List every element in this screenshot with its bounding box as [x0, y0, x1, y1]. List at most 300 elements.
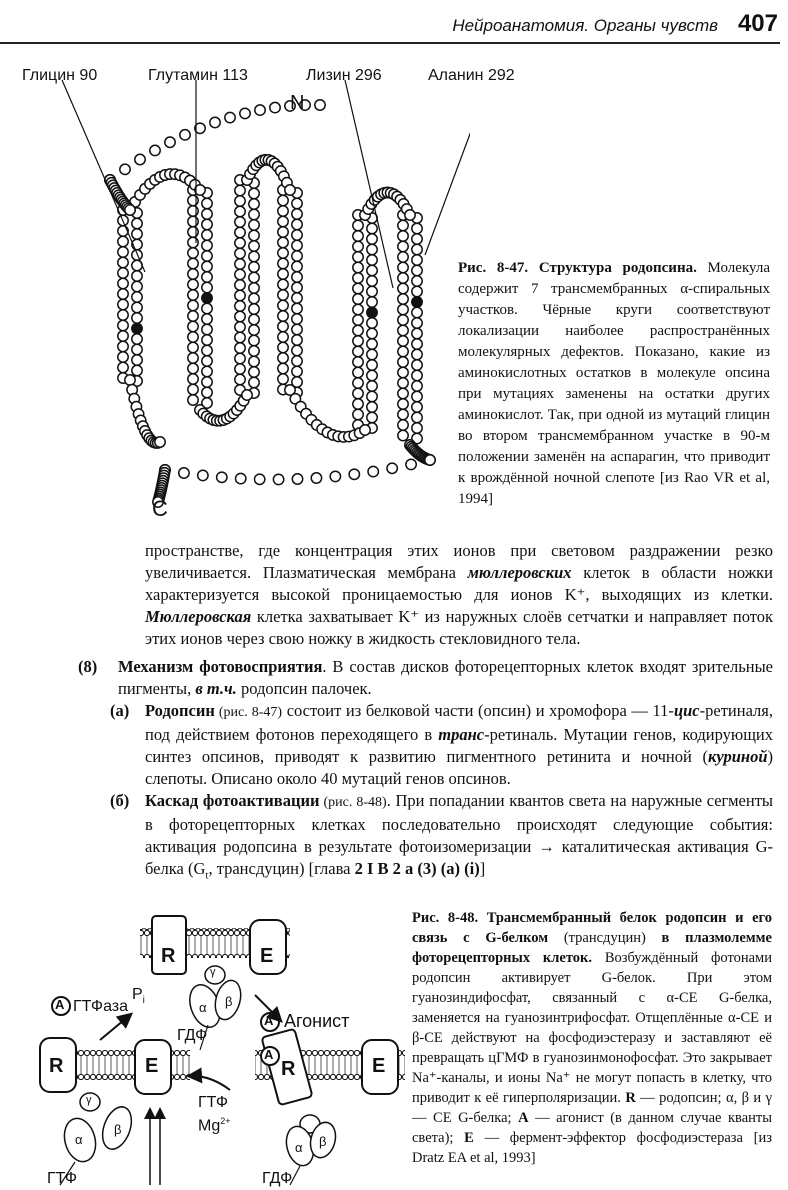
amino-acid-bead — [202, 209, 212, 219]
mutation-site-bead — [412, 297, 422, 307]
gamma-top-label: γ — [210, 966, 216, 978]
amino-acid-bead — [292, 282, 302, 292]
amino-acid-bead — [292, 240, 302, 250]
amino-acid-bead — [135, 154, 145, 164]
item-number: (а) — [110, 701, 130, 720]
amino-acid-bead — [398, 304, 408, 314]
amino-acid-bead — [412, 286, 422, 296]
agonist-a-right: A — [264, 1013, 274, 1028]
amino-acid-bead — [278, 300, 288, 310]
amino-acid-bead — [249, 367, 259, 377]
amino-acid-bead — [249, 356, 259, 366]
item-heading: Механизм фотовосприятия — [118, 657, 323, 676]
amino-acid-bead — [132, 302, 142, 312]
amino-acid-bead — [398, 388, 408, 398]
item-a-rhodopsin — [110, 700, 773, 790]
text-run: клетка захватывает K⁺ из наружных слоёв сетчатки и направляет поток этих ионов через свою ножку в жидкость стекловидного тела. — [145, 607, 773, 648]
amino-acid-bead — [188, 353, 198, 363]
amino-acid-bead — [188, 206, 198, 216]
amino-acid-bead — [235, 185, 245, 195]
amino-acid-bead — [398, 231, 408, 241]
amino-acid-bead — [225, 112, 235, 122]
amino-acid-bead — [292, 293, 302, 303]
amino-acid-bead — [406, 459, 416, 469]
amino-acid-bead — [180, 130, 190, 140]
amino-acid-bead — [412, 223, 422, 233]
amino-acid-bead — [398, 273, 408, 283]
amino-acid-bead — [118, 236, 128, 246]
mutation-site-bead — [132, 323, 142, 333]
amino-acid-bead — [202, 303, 212, 313]
amino-acid-bead — [398, 220, 408, 230]
n-terminus-label: N — [290, 92, 305, 114]
amino-acid-bead — [118, 362, 128, 372]
amino-acid-bead — [188, 216, 198, 226]
amino-acid-bead — [398, 241, 408, 251]
amino-acid-bead — [292, 251, 302, 261]
figure-ref: (рис. 8-47) — [214, 705, 283, 720]
amino-acid-bead — [202, 356, 212, 366]
amino-acid-bead — [412, 318, 422, 328]
amino-acid-bead — [387, 463, 397, 473]
amino-acid-bead — [360, 425, 370, 435]
amino-acid-bead — [125, 205, 135, 215]
amino-acid-bead — [242, 390, 252, 400]
amino-acid-bead — [254, 474, 264, 484]
amino-acid-bead — [118, 278, 128, 288]
amino-acid-bead — [398, 409, 408, 419]
amino-acid-bead — [235, 322, 245, 332]
amino-acid-bead — [278, 353, 288, 363]
item-heading: Каскад фотоактивации — [145, 791, 320, 810]
text-run: клеток в области ножки характеризуется высокой проницаемостью для ионов K⁺, выходящих из клетки. — [145, 563, 773, 604]
amino-acid-bead — [292, 314, 302, 324]
amino-acid-bead — [311, 473, 321, 483]
amino-acid-bead — [412, 391, 422, 401]
amino-acid-bead — [292, 219, 302, 229]
mutation-site-bead — [202, 293, 212, 303]
text-run: -ретиналя, под действием фотонов переходящего в — [145, 701, 773, 744]
amino-acid-bead — [188, 195, 198, 205]
amino-acid-bead — [398, 346, 408, 356]
gtp-mg-label — [198, 1094, 231, 1135]
c-terminus-label: C — [152, 496, 168, 521]
text-run: пространстве, где концентрация этих ионов при световом раздражении резко увеличивается. Плазматическая мембрана — [145, 541, 773, 582]
amino-acid-bead — [188, 237, 198, 247]
gamma-left-label: γ — [86, 1094, 92, 1106]
amino-acid-bead — [398, 399, 408, 409]
amino-acid-bead — [292, 366, 302, 376]
amino-acid-bead — [249, 188, 259, 198]
amino-acid-bead — [278, 195, 288, 205]
alpha-top-label: α — [199, 1000, 207, 1015]
emphasis: Мюллеровская — [145, 607, 252, 626]
item-8 — [78, 656, 773, 700]
page-number: 407 — [737, 10, 778, 37]
amino-acid-bead — [188, 395, 198, 405]
gtpase-label: ГТФаза — [73, 998, 129, 1015]
figure-8-47-caption — [458, 258, 770, 510]
amino-acid-bead — [249, 283, 259, 293]
amino-acid-bead — [367, 412, 377, 422]
amino-acid-bead — [235, 364, 245, 374]
amino-acid-bead — [398, 283, 408, 293]
amino-acid-bead — [278, 374, 288, 384]
amino-acid-bead — [353, 294, 363, 304]
agonist-a-left: A — [55, 997, 65, 1012]
item-heading: Родопсин — [145, 701, 215, 720]
amino-acid-bead — [353, 336, 363, 346]
amino-acid-bead — [292, 230, 302, 240]
amino-acid-bead — [165, 137, 175, 147]
running-title: Нейроанатомия. Органы чувств — [452, 16, 718, 35]
amino-acid-bead — [255, 105, 265, 115]
amino-acid-bead — [202, 387, 212, 397]
amino-acid-bead — [425, 455, 435, 465]
amino-acid-bead — [278, 290, 288, 300]
amino-acid-bead — [249, 304, 259, 314]
amino-acid-bead — [278, 269, 288, 279]
label-glutamine-113: Глутамин 113 — [148, 67, 248, 84]
amino-acid-bead — [292, 303, 302, 313]
amino-acid-bead — [249, 199, 259, 209]
amino-acid-bead — [398, 252, 408, 262]
text-run: ] — [479, 859, 486, 878]
amino-acid-bead — [270, 102, 280, 112]
amino-acid-bead — [292, 345, 302, 355]
text-run: . В состав дисков фоторецепторных клеток входят зрительные пигменты, — [118, 657, 773, 698]
amino-acid-bead — [132, 229, 142, 239]
amino-acid-bead — [398, 420, 408, 430]
amino-acid-bead — [235, 238, 245, 248]
amino-acid-bead — [398, 378, 408, 388]
amino-acid-bead — [273, 474, 283, 484]
mg-sup: 2+ — [220, 1116, 231, 1126]
amino-acid-bead — [353, 304, 363, 314]
amino-acid-bead — [188, 374, 198, 384]
amino-acid-bead — [249, 272, 259, 282]
amino-acid-bead — [249, 314, 259, 324]
amino-acid-bead — [353, 388, 363, 398]
amino-acid-bead — [292, 198, 302, 208]
amino-acid-bead — [353, 273, 363, 283]
amino-acid-bead — [235, 332, 245, 342]
amino-acid-bead — [353, 367, 363, 377]
amino-acid-bead — [249, 251, 259, 261]
amino-acid-bead — [353, 357, 363, 367]
amino-acid-bead — [292, 261, 302, 271]
amino-acid-bead — [353, 220, 363, 230]
amino-acid-bead — [249, 377, 259, 387]
amino-acid-bead — [367, 339, 377, 349]
abbr-r: R — [625, 1090, 636, 1106]
amino-acid-bead — [353, 315, 363, 325]
amino-acid-bead — [235, 311, 245, 321]
amino-acid-bead — [278, 237, 288, 247]
amino-acid-bead — [285, 185, 295, 195]
amino-acid-bead — [367, 223, 377, 233]
amino-acid-bead — [412, 339, 422, 349]
amino-acid-bead — [405, 210, 415, 220]
agonist-label: Агонист — [284, 1011, 350, 1031]
amino-acid-bead — [132, 365, 142, 375]
amino-acid-bead — [412, 402, 422, 412]
effector-left-label: E — [145, 1055, 159, 1077]
rhodopsin-left-label: R — [49, 1055, 64, 1077]
amino-acid-bead — [188, 279, 198, 289]
amino-acid-bead — [249, 262, 259, 272]
amino-acid-bead — [292, 356, 302, 366]
amino-acid-bead — [367, 297, 377, 307]
amino-acid-bead — [202, 240, 212, 250]
amino-acid-bead — [188, 384, 198, 394]
amino-acid-bead — [249, 230, 259, 240]
amino-acid-bead — [235, 374, 245, 384]
emphasis: цис — [673, 701, 700, 720]
amino-acid-bead — [132, 271, 142, 281]
gdp-top-label: ГДФ — [177, 1027, 208, 1044]
text-run: (трансдуцин) — [548, 930, 662, 946]
amino-acid-bead — [353, 262, 363, 272]
amino-acid-bead — [132, 281, 142, 291]
amino-acid-bead — [132, 344, 142, 354]
figure-ref: (рис. 8-48) — [319, 795, 387, 810]
amino-acid-bead — [367, 265, 377, 275]
agonist-a-bound: A — [264, 1047, 274, 1062]
gdp-bottom-label: ГДФ — [262, 1170, 293, 1187]
amino-acid-bead — [367, 318, 377, 328]
amino-acid-bead — [202, 282, 212, 292]
amino-acid-bead — [353, 378, 363, 388]
rhodopsin-top-label: R — [161, 945, 176, 967]
amino-acid-bead — [240, 108, 250, 118]
amino-acid-bead — [398, 357, 408, 367]
amino-acid-bead — [398, 294, 408, 304]
amino-acid-bead — [202, 314, 212, 324]
amino-acid-bead — [367, 370, 377, 380]
text-run: -ретиналь. Мутации генов, кодирующих синтез опсинов, приводят к развитию пигментного ретинита и ночной ( — [145, 725, 773, 766]
amino-acid-bead — [367, 276, 377, 286]
amino-acid-bead — [278, 216, 288, 226]
amino-acid-bead — [249, 209, 259, 219]
amino-acid-bead — [249, 220, 259, 230]
amino-acid-bead — [412, 360, 422, 370]
text-run: — родопсин; α, β и γ — СЕ G-белка; — [412, 1090, 772, 1126]
alpha-right-label: α — [295, 1140, 303, 1155]
amino-acid-bead — [349, 469, 359, 479]
amino-acid-bead — [235, 259, 245, 269]
mg-text: Mg — [198, 1117, 221, 1135]
amino-acid-bead — [235, 290, 245, 300]
figure-8-48-caption — [412, 908, 772, 1168]
amino-acid-bead — [118, 310, 128, 320]
amino-acid-bead — [398, 262, 408, 272]
rhodopsin-right-label: R — [281, 1058, 296, 1080]
amino-acid-bead — [412, 381, 422, 391]
amino-acid-bead — [278, 248, 288, 258]
amino-acid-bead — [202, 377, 212, 387]
item-number: (б) — [110, 791, 130, 810]
amino-acid-bead — [235, 343, 245, 353]
amino-acid-bead — [236, 473, 246, 483]
text-run: Возбуждённый фотонами родопсин активирует G-белок. При этом гуанозиндифосфат, связанный с α-СЕ G-белка, заменяется на гуанозинтрифосфат. Отщеплённые α-СЕ и β-СЕ действуют на фосфодиэстеразу и заставляют её превращать цГМФ в гуанозинмонофосфат. Это закрывает Na⁺-каналы, и ионы Na⁺ не могут попасть в клетку, что приводит к её гиперполяризации. — [412, 950, 772, 1106]
amino-acid-bead — [249, 293, 259, 303]
amino-acid-bead — [118, 289, 128, 299]
amino-acid-bead — [235, 269, 245, 279]
amino-acid-bead — [198, 470, 208, 480]
amino-acid-bead — [202, 335, 212, 345]
amino-acid-bead — [278, 279, 288, 289]
amino-acid-bead — [278, 206, 288, 216]
amino-acid-bead — [188, 311, 198, 321]
amino-acid-bead — [367, 349, 377, 359]
amino-acid-bead — [217, 472, 227, 482]
amino-acid-bead — [132, 292, 142, 302]
label-alanine-292: Аланин 292 — [428, 67, 515, 84]
amino-acid-bead — [188, 248, 198, 258]
text-run: родопсин палочек. — [236, 679, 372, 698]
amino-acid-bead — [412, 370, 422, 380]
amino-acid-bead — [398, 336, 408, 346]
amino-acid-bead — [315, 100, 325, 110]
figure-8-48 — [0, 900, 410, 1190]
amino-acid-bead — [292, 209, 302, 219]
amino-acid-bead — [235, 301, 245, 311]
amino-acid-bead — [278, 227, 288, 237]
item-number: (8) — [78, 657, 98, 676]
amino-acid-bead — [412, 328, 422, 338]
amino-acid-bead — [125, 375, 135, 385]
amino-acid-bead — [120, 164, 130, 174]
amino-acid-bead — [412, 307, 422, 317]
amino-acid-bead — [398, 367, 408, 377]
item-b-cascade — [110, 790, 773, 886]
mutation-site-bead — [367, 307, 377, 317]
emphasis: куриной — [708, 747, 768, 766]
amino-acid-bead — [202, 230, 212, 240]
amino-acid-bead — [235, 248, 245, 258]
header-rule — [0, 42, 780, 44]
amino-acid-bead — [188, 300, 198, 310]
text-run: . При попадании квантов света на наружные сегменты в фоторецепторных клетках последовательно происходят следующие события: активация родопсина в результате фотоизомеризации → каталитическая активация G-белка (G — [145, 791, 773, 878]
amino-acid-bead — [118, 247, 128, 257]
pi-label — [132, 986, 145, 1006]
amino-acid-bead — [412, 244, 422, 254]
amino-acid-bead — [235, 196, 245, 206]
amino-acid-bead — [188, 363, 198, 373]
amino-acid-bead — [118, 268, 128, 278]
amino-acid-bead — [353, 283, 363, 293]
effector-right-label: E — [372, 1055, 386, 1077]
amino-acid-bead — [210, 117, 220, 127]
amino-acid-bead — [353, 346, 363, 356]
figure-8-47 — [0, 50, 788, 530]
amino-acid-bead — [353, 325, 363, 335]
beta-right-label: β — [319, 1134, 327, 1149]
label-glycine-90: Глицин 90 — [22, 67, 98, 84]
amino-acid-bead — [188, 290, 198, 300]
amino-acid-bead — [235, 227, 245, 237]
amino-acid-bead — [353, 399, 363, 409]
amino-acid-bead — [188, 258, 198, 268]
chapter-ref: 2 I B 2 a (3) (a) (i) — [354, 859, 480, 878]
amino-acid-bead — [202, 324, 212, 334]
rhodopsin-structure-diagram — [0, 50, 470, 520]
amino-acid-bead — [118, 352, 128, 362]
amino-acid-bead — [249, 325, 259, 335]
beta-left-label: β — [114, 1122, 122, 1137]
subscript: t — [205, 869, 209, 882]
amino-acid-bead — [412, 423, 422, 433]
text-run: — агонист (в данном случае кванты света); — [412, 1110, 772, 1146]
amino-acid-bead — [235, 280, 245, 290]
amino-acid-bead — [249, 241, 259, 251]
amino-acid-bead — [367, 328, 377, 338]
text-run: — фермент-эффектор фосфодиэстераза [из Dratz EA et al, 1993] — [412, 1130, 772, 1166]
amino-acid-bead — [202, 198, 212, 208]
amino-acid-bead — [188, 321, 198, 331]
text-run: состоит из белковой части (опсин) и хромофора — 11- — [282, 701, 674, 720]
pi-text: P — [132, 986, 143, 1003]
amino-acid-bead — [278, 363, 288, 373]
amino-acid-bead — [412, 412, 422, 422]
amino-acid-bead — [188, 332, 198, 342]
effector-top-label: E — [260, 945, 274, 967]
caption-text: Молекула содержит 7 трансмембранных α-спиральных участков. Чёрные круги соответствуют локализации наиболее распространённых молекулярных дефектов. Показано, какие из аминокислотных остатков в молекуле опсина при мутациях заменены на остатки других аминокислот. Так, при одной из мутаций глицин во втором трансмембранном участке в 90-м положении заменён на аспарагин, что приводит к врождённой ночной слепоте [из Rao VR et al, 1994] — [458, 260, 770, 507]
amino-acid-bead — [235, 353, 245, 363]
amino-acid-bead — [367, 244, 377, 254]
emphasis: транс — [438, 725, 485, 744]
main-text — [145, 540, 773, 650]
beta-top-label: β — [225, 994, 233, 1009]
amino-acid-bead — [368, 466, 378, 476]
label-lysine-296: Лизин 296 — [306, 67, 382, 84]
emphasis: мюллеровских — [467, 563, 572, 582]
amino-acid-bead — [353, 241, 363, 251]
amino-acid-bead — [235, 206, 245, 216]
amino-acid-bead — [292, 272, 302, 282]
amino-acid-bead — [292, 324, 302, 334]
amino-acid-bead — [412, 276, 422, 286]
amino-acid-bead — [398, 430, 408, 440]
amino-acid-bead — [202, 261, 212, 271]
amino-acid-bead — [367, 402, 377, 412]
amino-acid-bead — [118, 320, 128, 330]
amino-acid-bead — [367, 360, 377, 370]
amino-acid-bead — [118, 341, 128, 351]
amino-acid-bead — [412, 349, 422, 359]
amino-acid-bead — [412, 234, 422, 244]
amino-acid-bead — [132, 218, 142, 228]
amino-acid-bead — [188, 269, 198, 279]
amino-acid-bead — [367, 286, 377, 296]
gtp-text: ГТФ — [198, 1094, 229, 1111]
amino-acid-bead — [202, 272, 212, 282]
amino-acid-bead — [367, 234, 377, 244]
amino-acid-bead — [292, 335, 302, 345]
amino-acid-bead — [132, 334, 142, 344]
abbr-e: E — [464, 1130, 474, 1146]
amino-acid-bead — [398, 325, 408, 335]
amino-acid-bead — [249, 346, 259, 356]
amino-acid-bead — [132, 355, 142, 365]
amino-acid-bead — [202, 219, 212, 229]
amino-acid-bead — [412, 265, 422, 275]
amino-acid-bead — [330, 471, 340, 481]
amino-acid-bead — [292, 474, 302, 484]
text-run: , трансдуцин) [глава — [208, 859, 355, 878]
caption-title: Рис. 8-48. Трансмембранный белок родопсин и его связь с G-белком — [412, 910, 772, 946]
